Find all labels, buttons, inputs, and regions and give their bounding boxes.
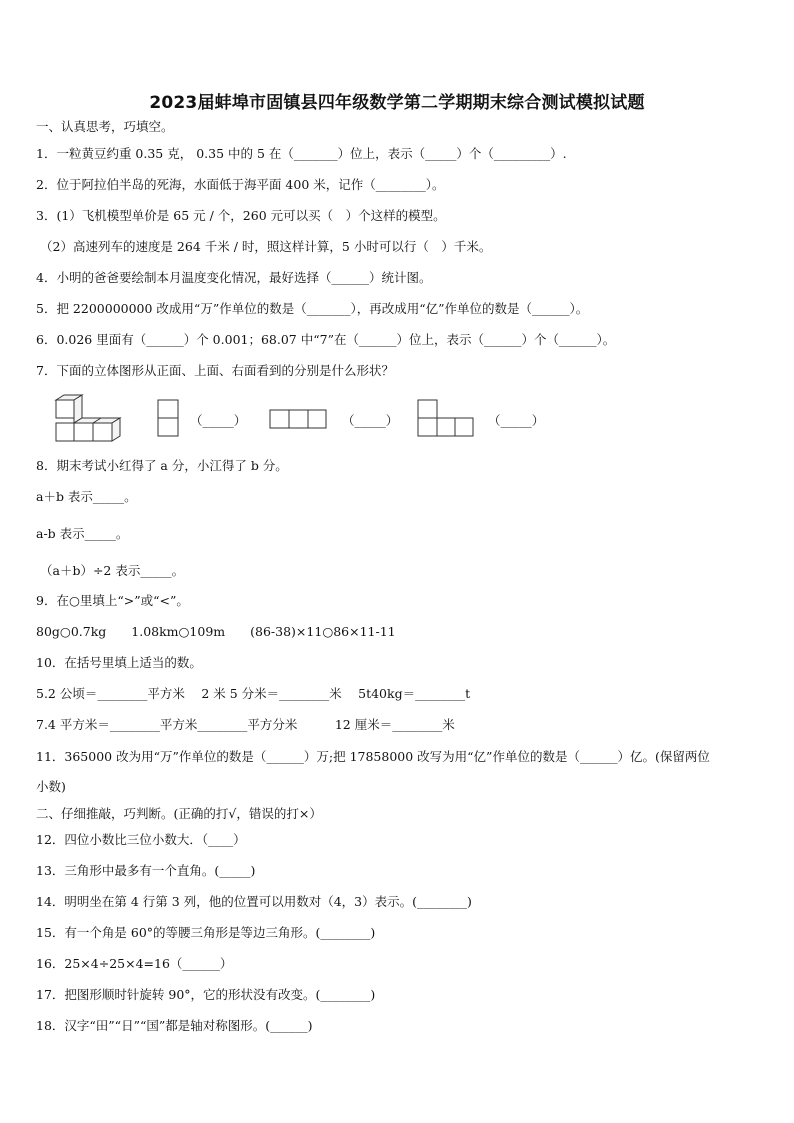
question-1: 1．一粒黄豆约重 0.35 克， 0.35 中的 5 在（_______）位上，表示（_____）个（_________）. [36, 146, 567, 161]
question-7-figures [0, 392, 794, 444]
question-13: 13．三角形中最多有一个直角。(_____) [36, 863, 256, 878]
section-heading-2: 二、仔细推敲，巧判断。(正确的打√，错误的打×） [36, 806, 322, 821]
question-10-line-2: 7.4 平方米＝________平方米________平方分米 12 厘米＝________米 [36, 717, 455, 732]
question-8-part-2: a-b 表示_____。 [36, 526, 129, 541]
question-2: 2．位于阿拉伯半岛的死海，水面低于海平面 400 米，记作（________）。 [36, 177, 445, 192]
question-15: 15．有一个角是 60°的等腰三角形是等边三角形。(________) [36, 925, 376, 940]
question-9: 9．在○里填上“>”或“<”。 [36, 593, 189, 608]
section-heading-1: 一、认真思考，巧填空。 [36, 119, 174, 134]
view-right-shape [418, 400, 473, 436]
question-8: 8．期末考试小红得了 a 分，小江得了 b 分。 [36, 458, 288, 473]
solid-figure [56, 395, 120, 441]
question-17: 17．把图形顺时针旋转 90°，它的形状没有改变。(________) [36, 987, 376, 1002]
question-4: 4．小明的爸爸要绘制本月温度变化情况，最好选择（______）统计图。 [36, 270, 432, 285]
question-8-part-1: a＋b 表示_____。 [36, 489, 137, 504]
view-top-shape [270, 410, 326, 428]
question-14: 14．明明坐在第 4 行第 3 列，他的位置可以用数对（4，3）表示。(________) [36, 894, 472, 909]
question-6: 6．0.026 里面有（______）个 0.001；68.07 中“7”在（______）位上，表示（______）个（______）。 [36, 332, 616, 347]
answer-blank-view-3: （_____） [488, 413, 545, 428]
question-8-part-3: （a＋b）÷2 表示_____。 [40, 563, 185, 578]
question-16: 16．25×4÷25×4=16（______） [36, 956, 233, 971]
question-11-continued: 小数) [36, 779, 66, 794]
question-12: 12．四位小数比三位小数大．（____） [36, 832, 246, 847]
answer-blank-view-2: （_____） [342, 413, 399, 428]
question-10: 10．在括号里填上适当的数。 [36, 655, 202, 670]
question-3-part-1: 3．(1）飞机模型单价是 65 元 / 个，260 元可以买（ ）个这样的模型。 [36, 208, 446, 223]
question-3-part-2: （2）高速列车的速度是 264 千米 / 时，照这样计算，5 小时可以行（ ）千米。 [40, 239, 492, 254]
view-front-shape [158, 400, 178, 436]
question-9-items: 80g○0.7kg 1.08km○109m (86-38)×11○86×11-11 [36, 624, 396, 639]
answer-blank-view-1: （_____） [190, 413, 247, 428]
question-10-line-1: 5.2 公顷＝________平方米 2 米 5 分米＝________米 5t40kg＝________t [36, 686, 471, 701]
question-11: 11．365000 改为用“万”作单位的数是（______）万;把 17858000 改写为用“亿”作单位的数是（______）亿。(保留两位 [36, 749, 710, 764]
question-5: 5．把 2200000000 改成用“万”作单位的数是（_______），再改成用“亿”作单位的数是（______）。 [36, 301, 589, 316]
question-7: 7．下面的立体图形从正面、上面、右面看到的分别是什么形状？ [36, 363, 394, 378]
question-18: 18．汉字“田”“日”“国”都是轴对称图形。(______) [36, 1018, 313, 1033]
page-title: 2023届蚌埠市固镇县四年级数学第二学期期末综合测试模拟试题 [149, 93, 645, 113]
